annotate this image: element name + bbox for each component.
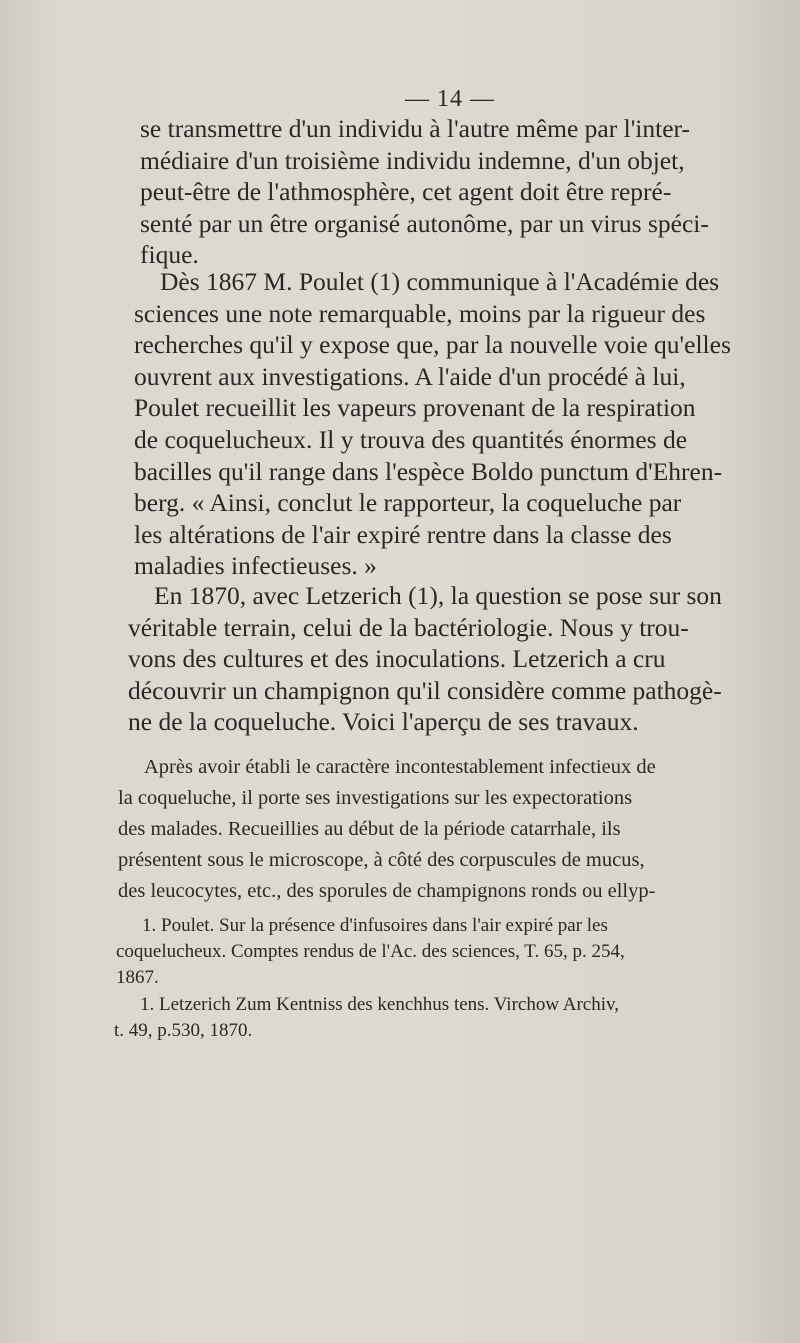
footnote-poulet [116,913,736,991]
text-line: Après avoir établi le caractère incontestablement infectieux de [144,756,656,778]
paragraph-1 [140,113,735,271]
text-line: ne de la coqueluche. Voici l'aperçu de ses travaux. [128,707,639,737]
text-line: des leucocytes, etc., des sporules de champignons ronds ou ellyp- [118,880,656,902]
text-line: la coqueluche, il porte ses investigations sur les expectorations [118,787,633,809]
page-number: — 14 — [405,86,495,112]
footnote-letzerich [114,992,734,1044]
text-line: Poulet recueillit les vapeurs provenant de la respiration [134,393,696,423]
footnote-line: coquelucheux. Comptes rendus de l'Ac. des sciences, T. 65, p. 254, [116,941,625,962]
text-line: sciences une note remarquable, moins par la rigueur des [134,298,706,328]
text-line: découvrir un champignon qu'il considère comme pathogè- [128,675,722,705]
text-line: ouvrent aux investigations. A l'aide d'un procédé à lui, [134,361,686,391]
text-line: se transmettre d'un individu à l'autre même par l'inter- [140,114,691,143]
text-line: senté par un être organisé autonôme, par un virus spéci- [140,208,709,238]
footnote-line: t. 49, p.530, 1870. [114,1020,253,1041]
text-line: vons des cultures et des inoculations. Letzerich a cru [128,644,666,674]
footnote-line: 1. Poulet. Sur la présence d'infusoires dans l'air expiré par les [142,915,608,936]
quoted-paragraph [118,752,738,907]
paragraph-3 [128,580,736,738]
text-line: des malades. Recueillies au début de la période catarrhale, ils [118,818,621,840]
text-line: berg. « Ainsi, conclut le rapporteur, la coqueluche par [134,488,682,518]
text-line: peut-être de l'athmosphère, cet agent doit être repré- [140,177,672,207]
text-line: bacilles qu'il range dans l'espèce Boldo punctum d'Ehren- [134,456,723,486]
paragraph-2 [134,266,736,582]
text-line: maladies infectieuses. » [134,551,377,581]
text-line: véritable terrain, celui de la bactériologie. Nous y trou- [128,612,689,642]
text-line: recherches qu'il y expose que, par la nouvelle voie qu'elles [134,330,731,360]
text-line: Dès 1867 M. Poulet (1) communique à l'Académie des [160,267,720,296]
text-line: fique. [140,240,199,270]
footnote-line: 1. Letzerich Zum Kentniss des kenchhus tens. Virchow Archiv, [140,994,620,1015]
text-line: les altérations de l'air expiré rentre dans la classe des [134,519,672,549]
text-line: médiaire d'un troisième individu indemne, d'un objet, [140,145,685,175]
text-line: de coquelucheux. Il y trouva des quantités énormes de [134,424,688,454]
text-line: présentent sous le microscope, à côté des corpuscules de mucus, [118,849,645,871]
text-line: En 1870, avec Letzerich (1), la question se pose sur son [154,581,722,610]
footnote-line: 1867. [116,967,159,988]
